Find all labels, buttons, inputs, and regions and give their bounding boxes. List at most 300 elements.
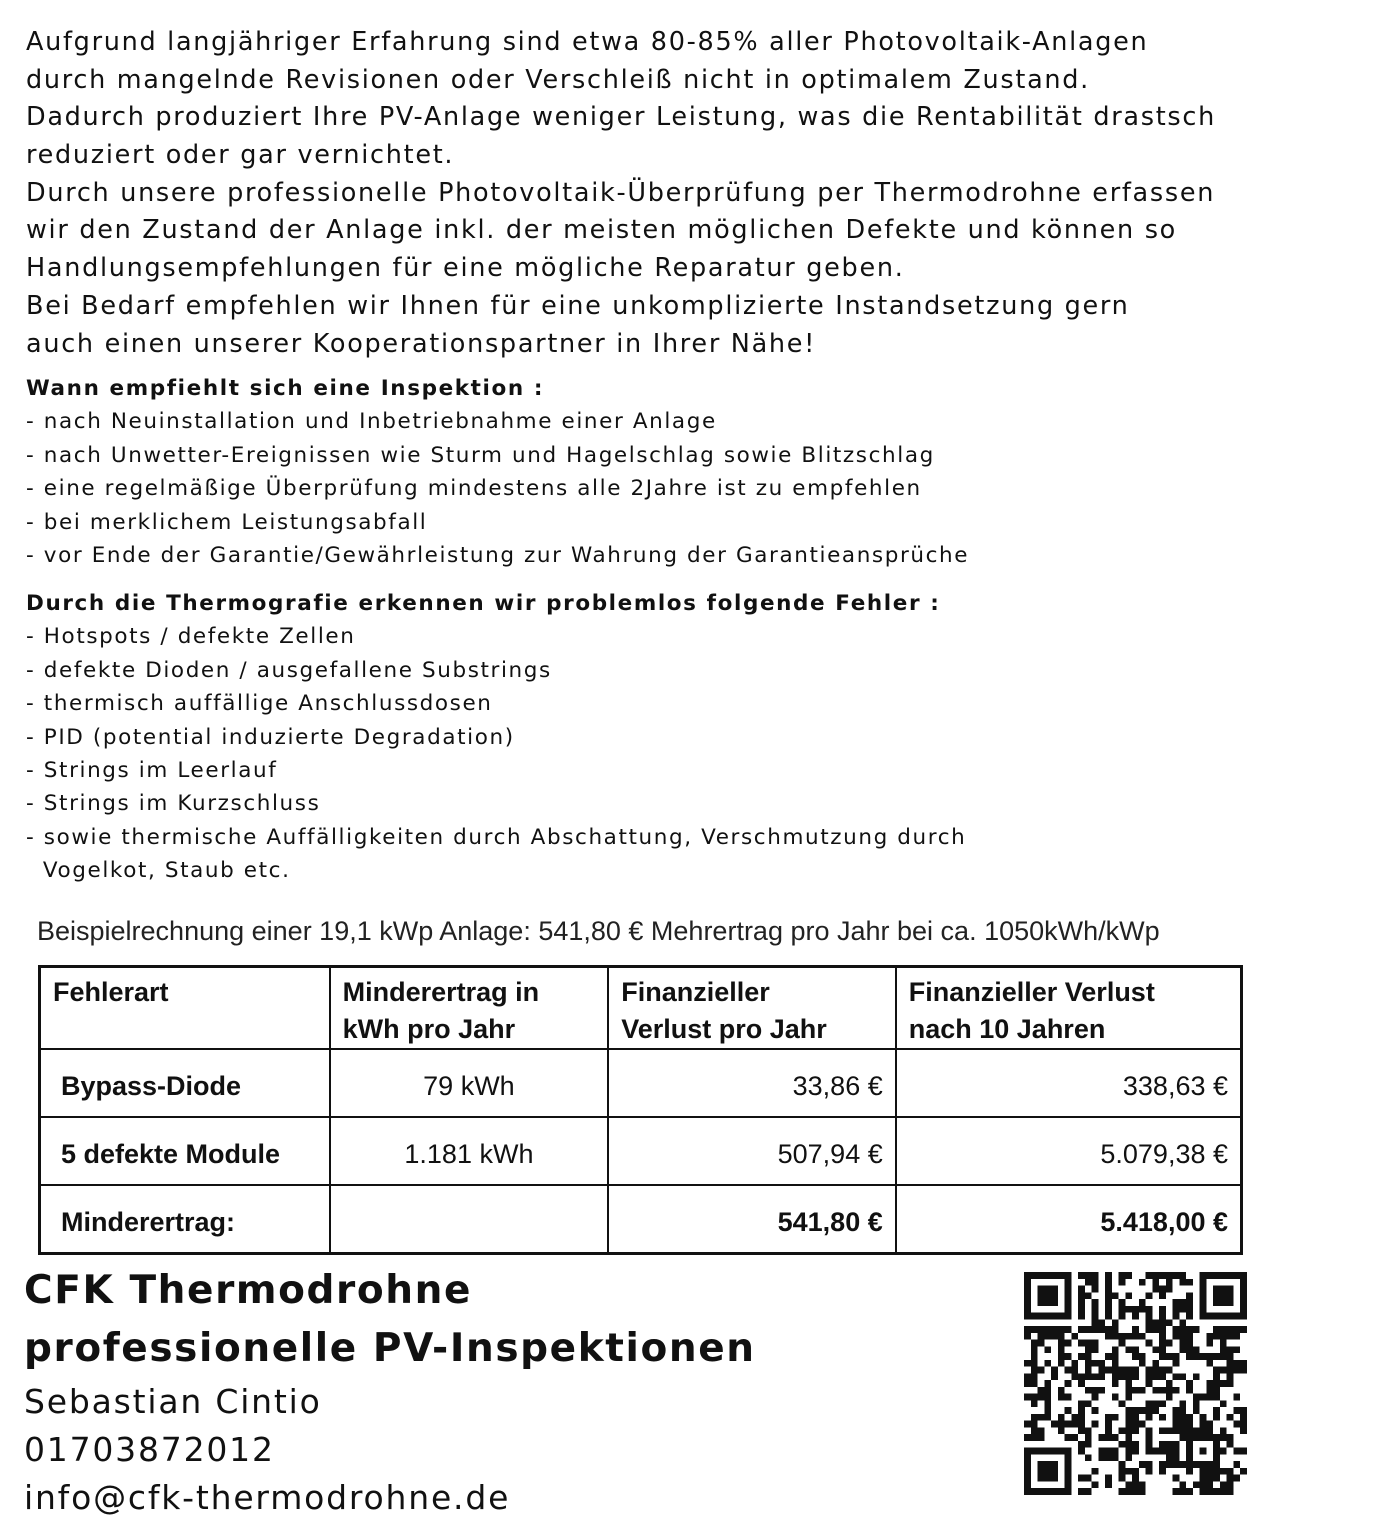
qr-module [1119,1475,1126,1482]
table-row [40,1049,1242,1117]
qr-module [1112,1448,1119,1455]
qr-module [1186,1434,1193,1441]
qr-module [1227,1380,1234,1387]
qr-module [1031,1367,1038,1374]
qr-module [1092,1394,1099,1401]
contact-email[interactable]: info@cfk-thermodrohne.de [24,1478,511,1517]
qr-module [1038,1461,1045,1468]
qr-module [1213,1373,1220,1380]
qr-module [1233,1394,1240,1401]
table-total-row [40,1185,1242,1254]
qr-module [1139,1488,1146,1495]
qr-module [1186,1414,1193,1421]
qr-module [1038,1394,1045,1401]
qr-module [1233,1272,1240,1279]
qr-module [1173,1373,1180,1380]
qr-module [1024,1360,1031,1367]
qr-module [1146,1319,1153,1326]
qr-module [1159,1414,1166,1421]
qr-module [1159,1333,1166,1340]
qr-module [1159,1373,1166,1380]
qr-module [1112,1360,1119,1367]
qr-module [1206,1387,1213,1394]
qr-module [1227,1353,1234,1360]
qr-module [1078,1414,1085,1421]
qr-module [1200,1292,1207,1299]
qr-module [1227,1333,1234,1340]
qr-module [1112,1414,1119,1421]
qr-module [1132,1367,1139,1374]
qr-module [1044,1272,1051,1279]
qr-module [1078,1407,1085,1414]
qr-module [1132,1346,1139,1353]
qr-module [1146,1313,1153,1320]
qr-module [1179,1299,1186,1306]
qr-module [1173,1326,1180,1333]
qr-module [1105,1306,1112,1313]
qr-module [1051,1313,1058,1320]
qr-module [1213,1454,1220,1461]
qr-module [1092,1319,1099,1326]
qr-module [1159,1461,1166,1468]
qr-module [1206,1313,1213,1320]
qr-module [1065,1380,1072,1387]
qr-module [1200,1488,1207,1495]
qr-module [1166,1461,1173,1468]
qr-module [1092,1481,1099,1488]
qr-module [1051,1272,1058,1279]
qr-module [1098,1319,1105,1326]
qr-module [1173,1353,1180,1360]
qr-module [1058,1394,1065,1401]
qr-module [1220,1286,1227,1293]
qr-module [1166,1367,1173,1374]
qr-module [1240,1313,1247,1320]
qr-module [1031,1346,1038,1353]
qr-module [1119,1373,1126,1380]
qr-module [1065,1407,1072,1414]
qr-module [1085,1360,1092,1367]
qr-module [1031,1326,1038,1333]
qr-module [1200,1448,1207,1455]
qr-module [1233,1346,1240,1353]
qr-module [1200,1353,1207,1360]
list-item: - nach Neuinstallation und Inbetriebnahme einer Anlage [26,409,717,435]
qr-module [1179,1427,1186,1434]
qr-module [1024,1299,1031,1306]
qr-module [1166,1272,1173,1279]
qr-module [1152,1319,1159,1326]
qr-module [1031,1434,1038,1441]
qr-module [1038,1434,1045,1441]
qr-module [1173,1272,1180,1279]
qr-module [1152,1360,1159,1367]
qr-module [1065,1454,1072,1461]
qr-module [1125,1427,1132,1434]
qr-module [1078,1421,1085,1428]
qr-module [1065,1286,1072,1293]
qr-module [1071,1414,1078,1421]
qr-module [1105,1427,1112,1434]
qr-module [1200,1475,1207,1482]
qr-module [1220,1367,1227,1374]
qr-module [1105,1286,1112,1293]
qr-module [1186,1441,1193,1448]
qr-module [1186,1279,1193,1286]
qr-module [1227,1441,1234,1448]
qr-module [1044,1448,1051,1455]
qr-module [1132,1427,1139,1434]
qr-module [1078,1488,1085,1495]
qr-module [1200,1427,1207,1434]
qr-module [1132,1441,1139,1448]
qr-module [1186,1380,1193,1387]
qr-module [1227,1292,1234,1299]
qr-module [1233,1360,1240,1367]
qr-module [1125,1421,1132,1428]
qr-module [1112,1367,1119,1374]
qr-module [1085,1434,1092,1441]
qr-module [1139,1461,1146,1468]
qr-module [1051,1326,1058,1333]
qr-module [1152,1286,1159,1293]
qr-module [1058,1326,1065,1333]
qr-module [1112,1380,1119,1387]
qr-module [1200,1272,1207,1279]
qr-module [1186,1346,1193,1353]
qr-module [1065,1481,1072,1488]
qr-module [1085,1441,1092,1448]
qr-module [1125,1481,1132,1488]
qr-module [1159,1387,1166,1394]
qr-module [1085,1367,1092,1374]
qr-module [1024,1421,1031,1428]
qr-module [1166,1387,1173,1394]
qr-module [1085,1279,1092,1286]
qr-module [1051,1475,1058,1482]
qr-module [1125,1387,1132,1394]
qr-module [1119,1461,1126,1468]
qr-module [1058,1346,1065,1353]
qr-module [1132,1387,1139,1394]
qr-module [1038,1272,1045,1279]
qr-module [1166,1454,1173,1461]
qr-module [1166,1286,1173,1293]
qr-module [1179,1326,1186,1333]
qr-module [1179,1488,1186,1495]
total-kwh [330,1185,609,1254]
qr-module [1105,1448,1112,1455]
qr-module [1058,1313,1065,1320]
qr-module [1098,1448,1105,1455]
qr-module [1240,1360,1247,1367]
qr-module [1044,1360,1051,1367]
qr-module [1132,1421,1139,1428]
qr-module [1152,1367,1159,1374]
qr-module [1105,1481,1112,1488]
faults-section [26,587,1366,888]
qr-module [1146,1373,1153,1380]
qr-module [1200,1313,1207,1320]
qr-module [1193,1373,1200,1380]
qr-module [1206,1468,1213,1475]
qr-module [1112,1326,1119,1333]
qr-module [1112,1319,1119,1326]
qr-module [1112,1346,1119,1353]
qr-module [1240,1292,1247,1299]
qr-module [1024,1468,1031,1475]
qr-module [1220,1353,1227,1360]
qr-module [1173,1448,1180,1455]
qr-module [1227,1414,1234,1421]
qr-module [1179,1461,1186,1468]
qr-module [1098,1326,1105,1333]
qr-module [1078,1326,1085,1333]
qr-module [1186,1292,1193,1299]
qr-module [1065,1299,1072,1306]
qr-module [1078,1340,1085,1347]
qr-module [1044,1333,1051,1340]
qr-module [1105,1279,1112,1286]
qr-module [1186,1427,1193,1434]
qr-module [1200,1394,1207,1401]
qr-module [1024,1279,1031,1286]
qr-module [1159,1313,1166,1320]
qr-module [1031,1373,1038,1380]
qr-module [1227,1313,1234,1320]
qr-module [1200,1286,1207,1293]
qr-module [1092,1421,1099,1428]
qr-module [1119,1441,1126,1448]
qr-module [1213,1286,1220,1293]
qr-module [1024,1326,1031,1333]
qr-module [1213,1461,1220,1468]
qr-module [1051,1373,1058,1380]
qr-module [1139,1481,1146,1488]
contact-phone[interactable]: 01703872012 [24,1430,275,1469]
list-item: - nach Unwetter-Ereignissen wie Sturm und Hagelschlag sowie Blitzschlag [26,442,935,468]
table-row [40,1117,1242,1185]
qr-module [1024,1380,1031,1387]
qr-module [1220,1380,1227,1387]
qr-module [1058,1427,1065,1434]
intro-line: Dadurch produziert Ihre PV-Anlage weniger Leistung, was die Rentabilität drastsch [26,102,1216,133]
qr-module [1227,1346,1234,1353]
qr-module [1233,1461,1240,1468]
qr-module [1146,1380,1153,1387]
qr-module [1065,1394,1072,1401]
qr-module [1105,1292,1112,1299]
qr-module [1146,1461,1153,1468]
qr-module [1166,1441,1173,1448]
qr-module [1146,1468,1153,1475]
qr-code-icon[interactable] [1024,1272,1247,1495]
qr-module [1132,1326,1139,1333]
list-item: Vogelkot, Staub etc. [26,858,291,884]
qr-module [1125,1373,1132,1380]
qr-module [1227,1286,1234,1293]
qr-module [1112,1373,1119,1380]
qr-module [1159,1319,1166,1326]
qr-module [1119,1468,1126,1475]
qr-module [1173,1313,1180,1320]
qr-module [1193,1400,1200,1407]
qr-module [1092,1346,1099,1353]
qr-module [1065,1421,1072,1428]
qr-module [1092,1340,1099,1347]
list-item: - Hotspots / defekte Zellen [26,624,356,650]
qr-module [1058,1340,1065,1347]
qr-module [1233,1326,1240,1333]
qr-module [1031,1380,1038,1387]
qr-module [1058,1353,1065,1360]
qr-module [1233,1333,1240,1340]
qr-module [1044,1292,1051,1299]
qr-module [1240,1448,1247,1455]
qr-module [1119,1340,1126,1347]
qr-module [1119,1313,1126,1320]
qr-module [1132,1333,1139,1340]
qr-module [1186,1306,1193,1313]
qr-module [1098,1360,1105,1367]
qr-module [1166,1427,1173,1434]
row-kwh: 79 kWh [330,1049,609,1117]
qr-module [1132,1373,1139,1380]
qr-module [1051,1292,1058,1299]
qr-module [1220,1292,1227,1299]
qr-module [1065,1313,1072,1320]
qr-module [1220,1481,1227,1488]
qr-module [1085,1475,1092,1482]
qr-module [1139,1407,1146,1414]
qr-module [1031,1394,1038,1401]
qr-module [1146,1427,1153,1434]
qr-module [1065,1468,1072,1475]
qr-module [1220,1488,1227,1495]
qr-module [1092,1299,1099,1306]
qr-module [1024,1313,1031,1320]
qr-module [1193,1434,1200,1441]
qr-module [1085,1346,1092,1353]
qr-module [1024,1488,1031,1495]
qr-module [1166,1394,1173,1401]
qr-module [1193,1407,1200,1414]
qr-module [1044,1394,1051,1401]
qr-module [1200,1299,1207,1306]
qr-module [1220,1340,1227,1347]
qr-module [1179,1319,1186,1326]
qr-module [1173,1407,1180,1414]
qr-module [1125,1292,1132,1299]
qr-module [1159,1448,1166,1455]
qr-module [1065,1448,1072,1455]
qr-module [1173,1306,1180,1313]
qr-module [1044,1461,1051,1468]
qr-module [1044,1286,1051,1293]
qr-module [1193,1427,1200,1434]
qr-module [1206,1488,1213,1495]
qr-module [1085,1373,1092,1380]
qr-module [1206,1475,1213,1482]
qr-module [1051,1286,1058,1293]
qr-module [1024,1454,1031,1461]
qr-module [1152,1400,1159,1407]
qr-module [1227,1367,1234,1374]
qr-module [1044,1488,1051,1495]
qr-module [1044,1387,1051,1394]
qr-module [1146,1272,1153,1279]
company-tagline: professionelle PV-Inspektionen [24,1326,756,1371]
qr-module [1031,1414,1038,1421]
qr-module [1213,1414,1220,1421]
qr-module [1038,1468,1045,1475]
qr-module [1105,1272,1112,1279]
qr-module [1240,1427,1247,1434]
qr-module [1200,1306,1207,1313]
qr-module [1085,1488,1092,1495]
qr-module [1058,1414,1065,1421]
list-item: - eine regelmäßige Überprüfung mindestens alle 2Jahre ist zu empfehlen [26,476,922,502]
qr-module [1227,1326,1234,1333]
qr-module [1146,1441,1153,1448]
qr-module [1078,1380,1085,1387]
qr-module [1200,1434,1207,1441]
qr-module [1179,1279,1186,1286]
list-item: - vor Ende der Garantie/Gewährleistung zur Wahrung der Garantieansprüche [26,542,970,568]
qr-module [1092,1360,1099,1367]
qr-module [1051,1333,1058,1340]
qr-module [1078,1272,1085,1279]
qr-module [1213,1488,1220,1495]
qr-module [1206,1434,1213,1441]
qr-module [1098,1387,1105,1394]
qr-module [1227,1475,1234,1482]
qr-module [1240,1272,1247,1279]
qr-module [1159,1427,1166,1434]
qr-module [1179,1407,1186,1414]
qr-module [1152,1407,1159,1414]
qr-module [1227,1272,1234,1279]
qr-module [1125,1333,1132,1340]
qr-module [1240,1279,1247,1286]
qr-module [1132,1313,1139,1320]
list-item: - Strings im Kurzschluss [26,791,321,817]
header-verlust-jahr: Finanzieller Verlust pro Jahr [608,967,896,1050]
qr-module [1092,1407,1099,1414]
qr-module [1200,1461,1207,1468]
qr-module [1024,1272,1031,1279]
qr-module [1193,1346,1200,1353]
qr-module [1119,1400,1126,1407]
qr-module [1233,1407,1240,1414]
qr-module [1213,1292,1220,1299]
list-item: - sowie thermische Auffälligkeiten durch Abschattung, Verschmutzung durch [26,824,967,850]
intro-line: Handlungsempfehlungen für eine mögliche Reparatur geben. [26,253,905,284]
qr-module [1125,1394,1132,1401]
qr-module [1227,1488,1234,1495]
qr-module [1159,1400,1166,1407]
qr-module [1058,1333,1065,1340]
row-kwh: 1.181 kWh [330,1117,609,1185]
qr-module [1240,1306,1247,1313]
qr-module [1065,1367,1072,1374]
qr-module [1024,1373,1031,1380]
qr-module [1159,1272,1166,1279]
qr-module [1186,1299,1193,1306]
qr-module [1119,1279,1126,1286]
qr-module [1166,1353,1173,1360]
qr-module [1200,1421,1207,1428]
